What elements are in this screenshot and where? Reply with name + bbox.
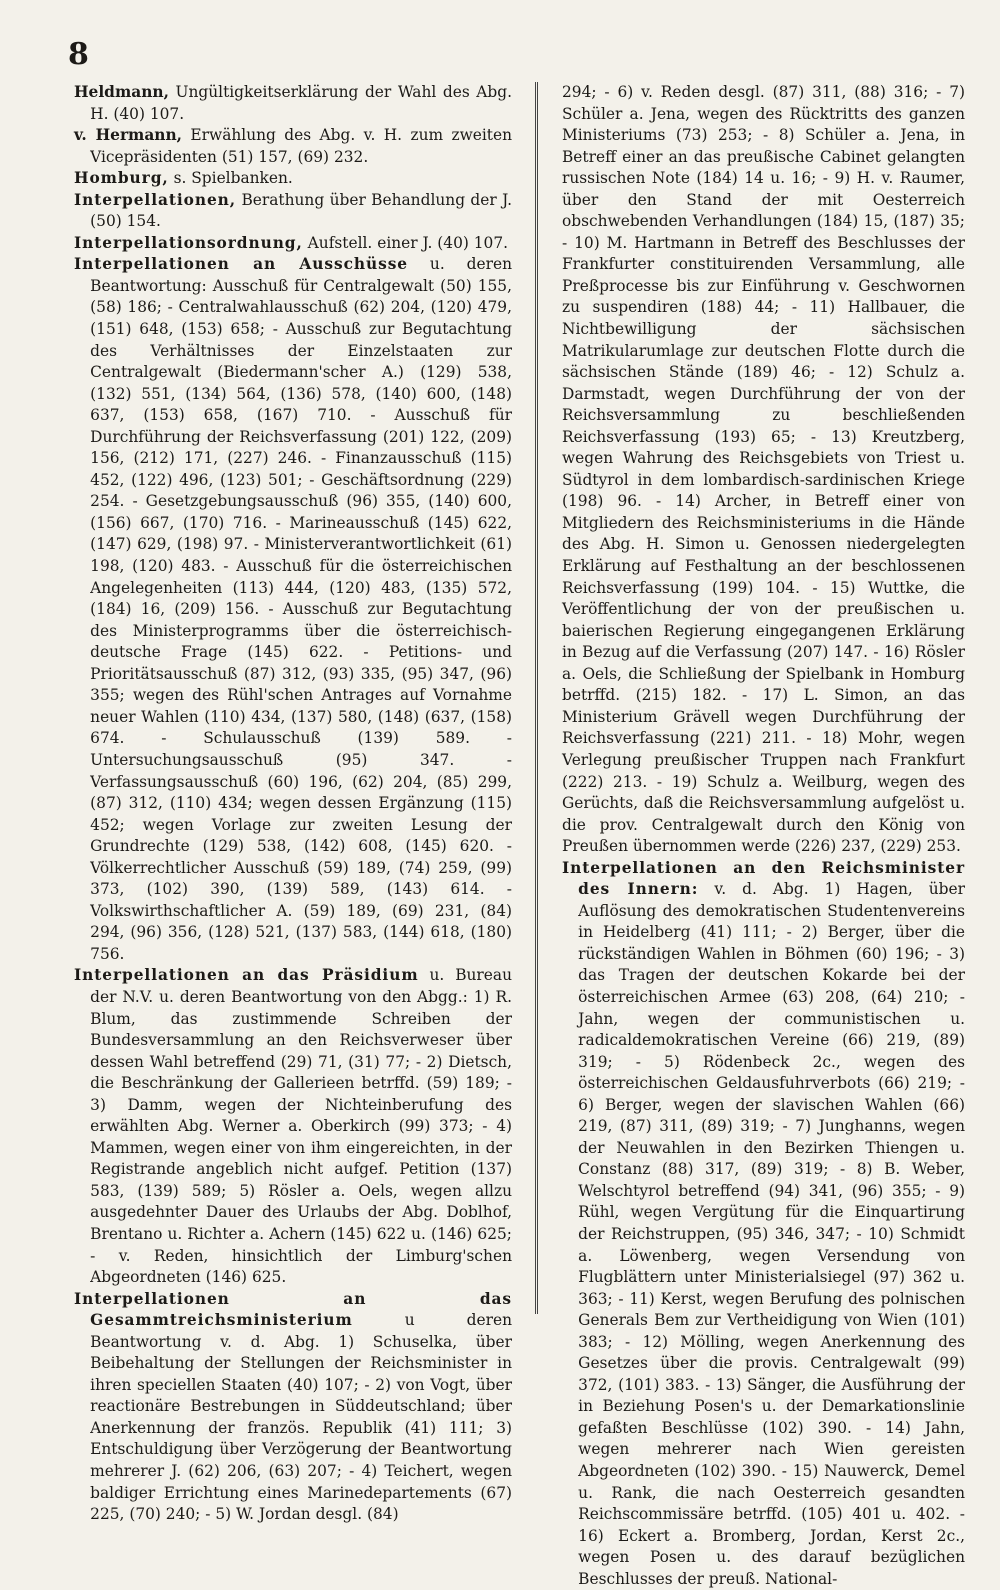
entry-head: v. Hermann, bbox=[74, 126, 183, 145]
index-entry-ausschuesse bbox=[74, 254, 512, 965]
page-number: 8 bbox=[68, 37, 89, 72]
index-entry-interpellationen bbox=[74, 190, 512, 233]
index-entry-praesidium bbox=[74, 965, 512, 1288]
left-column bbox=[74, 82, 512, 1526]
column-rule bbox=[535, 82, 538, 1314]
entry-text: s. Spielbanken. bbox=[168, 169, 293, 188]
entry-text: 294; - 6) v. Reden desgl. (87) 311, (88) 316; - 7) Schüler a. Jena, wegen des Rücktritts des ganzen Ministeriums (73) 253; - 8) Schüler a. Jena, in Betreff einer an das preußische Cabinet gelangten russischen Note (184) 14 u. 16; - 9) H. v. Raumer, über den Stand der mit Oesterreich obschwebenden Verhandlungen (184) 15, (187) 35; - 10) M. Hartmann in Betreff des Beschlusses der Frankfurter constituirenden Versammlung, alle Preßprocesse bis zur Einführung v. Geschwornen zu suspendiren (188) 44; - 11) Hallbauer, die Nichtbewilligung der sächsischen Matrikularumlage zur deutschen Flotte durch die sächsischen Stände (189) 46; - 12) Schulz a. Darmstadt, wegen Durchführung der von der Reichsversammlung zu beschließenden Reichsverfassung (193) 65; - 13) Kreutzberg, wegen Wahrung des Reichsgebiets von Triest u. Südtyrol in dem lombardisch-sardinischen Kriege (198) 96. - 14) Archer, in Betreff einer von Mitgliedern des Reichsministeriums in die Hände des Abg. H. Simon u. Genossen niedergelegten Erklärung auf Festhaltung an der beschlossenen Reichsverfassung (199) 104. - 15) Wuttke, die Veröffentlichung der von der preußischen u. baierischen Regierung eingegangenen Erklärung in Bezug auf die Verfassung (207) 147. - 16) Rösler a. Oels, die Schließung der Spielbank in Homburg betrffd. (215) 182. - 17) L. Simon, an das Ministerium Grävell wegen Durchführung der Reichsverfassung (221) 211. - 18) Mohr, wegen Verlegung preußischer Truppen nach Frankfurt (222) 213. - 19) Schulz a. Weilburg, wegen des Gerüchts, daß die Reichsversammlung aufgelöst u. die prov. Centralgewalt durch den König von Preußen übernommen werde (226) 237, (229) 253. bbox=[562, 83, 965, 856]
index-entry-heldmann bbox=[74, 82, 512, 125]
entry-text: v. d. Abg. 1) Hagen, über Auflösung des demokratischen Studentenvereins in Heidelberg (41) 111; - 2) Berger, über die rückständigen Wahlen in Böhmen (60) 196; - 3) das Tragen der deutschen Kokarde bei der österreichischen Armee (63) 208, (64) 210; - Jahn, wegen der communistischen u. radicaldemokratischen Vereine (66) 219, (89) 319; - 5) Rödenbeck 2c., wegen des österreichischen Geldausfuhrverbots (66) 219; - 6) Berger, wegen der slavischen Wahlen (66) 219, (87) 311, (89) 319; - 7) Junghanns, wegen der Neuwahlen in den Bezirken Thiengen u. Constanz (88) 317, (89) 319; - 8) B. Weber, Welschtyrol betreffend (94) 341, (96) 355; - 9) Rühl, wegen Vergütung für die Einquartirung der Reichstruppen, (95) 346, 347; - 10) Schmidt a. Löwenberg, wegen Versendung von Flugblättern unter Ministerialsiegel (97) 362 u. 363; - 11) Kerst, wegen Berufung des polnischen Generals Bem zur Vertheidigung von Wien (101) 383; - 12) Mölling, wegen Anerkennung des Gesetzes über die provis. Centralgewalt (99) 372, (101) 383. - 13) Sänger, die Ausführung der in Beziehung Posen's u. der Demarkationslinie gefaßten Beschlüsse (102) 390. - 14) Jahn, wegen mehrerer nach Wien gereisten Abgeordneten (102) 390. - 15) Nauwerck, Demel u. Rank, die nach Oesterreich gesandten Reichscommissäre betrffd. (105) 401 u. 402. - 16) Eckert a. Bromberg, Jordan, Kerst 2c., wegen Posen u. des darauf bezüglichen Beschlusses der preuß. National- bbox=[578, 880, 965, 1588]
index-entry-reichsminister-innern bbox=[562, 858, 965, 1590]
index-entry-homburg bbox=[74, 168, 512, 190]
index-entry-gesammtreichsministerium bbox=[74, 1289, 512, 1526]
entry-text: Berathung über Behandlung der J. (50) 154. bbox=[90, 190, 512, 231]
entry-text: Aufstell. einer J. (40) 107. bbox=[302, 233, 509, 252]
entry-text: u. deren Beantwortung: Ausschuß für Centralgewalt (50) 155, (58) 186; - Centralwahlausschuß (62) 204, (120) 479, (151) 648, (153) 658; - Ausschuß zur Begutachtung des Verhältnisses der Einzelstaaten zur Centralgewalt (Biedermann'scher A.) (129) 538, (132) 551, (134) 564, (136) 578, (140) 600, (148) 637, (153) 658, (167) 710. - Ausschuß für Durchführung der Reichsverfassung (201) 122, (209) 156, (212) 171, (227) 246. - Finanzausschuß (115) 452, (122) 496, (123) 501; - Geschäftsordnung (229) 254. - Gesetzgebungsausschuß (96) 355, (140) 600, (156) 667, (170) 716. - Marineausschuß (145) 622, (147) 629, (198) 97. - Ministerverantwortlichkeit (61) 198, (120) 483. - Ausschuß für die österreichischen Angelegenheiten (113) 444, (120) 483, (135) 572, (184) 16, (209) 156. - Ausschuß zur Begutachtung des Ministerprogramms über die österreichisch-deutsche Frage (145) 622. - Petitions- und Prioritätsausschuß (87) 312, (93) 335, (95) 347, (96) 355; wegen des Rühl'schen Antrages auf Vornahme neuer Wahlen (110) 434, (137) 580, (148) (637, (158) 674. - Schulausschuß (139) 589. - Untersuchungsausschuß (95) 347. - Verfassungsausschuß (60) 196, (62) 204, (85) 299, (87) 312, (110) 434; wegen dessen Ergänzung (115) 452; wegen Vorlage zur zweiten Lesung der Grundrechte (129) 538, (142) 608, (145) 620. - Völkerrechtlicher Ausschuß (59) 189, (74) 259, (99) 373, (102) 390, (139) 589, (143) 614. - Volkswirthschaftlicher A. (59) 189, (69) 231, (84) 294, (96) 356, (128) 521, (137) 583, (144) 618, (180) 756. bbox=[90, 255, 512, 963]
entry-text: Erwählung des Abg. v. H. zum zweiten Vicepräsidenten (51) 157, (69) 232. bbox=[90, 126, 512, 166]
entry-text: u deren Beantwortung v. d. Abg. 1) Schuselka, über Beibehaltung der Stellungen der Reichsminister in ihren speciellen Staaten (40) 107; - 2) von Vogt, über reactionäre Bestrebungen in Süddeutschland; über Anerkennung der französ. Republik (41) 111; 3) Entschuldigung über Verzögerung der Beantwortung mehrerer J. (62) 206, (63) 207; - 4) Teichert, wegen baldiger Errichtung eines Marinedepartements (67) 225, (70) 240; - 5) W. Jordan desgl. (84) bbox=[90, 1311, 512, 1524]
entry-head: Interpellationsordnung, bbox=[74, 233, 303, 252]
right-column bbox=[562, 82, 965, 1590]
entry-head: Interpellationen an Ausschüsse bbox=[74, 255, 408, 274]
index-entry-interpellationsordnung bbox=[74, 233, 512, 255]
entry-head: Interpellationen an den Reichsminister des Innern: bbox=[562, 858, 965, 899]
entry-head: Interpellationen an das Gesammtreichsministerium bbox=[74, 1289, 512, 1330]
index-entry-hermann bbox=[74, 125, 512, 168]
entry-head: Heldmann, bbox=[74, 83, 169, 101]
index-entry-continuation bbox=[562, 82, 965, 858]
entry-head: Homburg, bbox=[74, 169, 169, 188]
entry-head: Interpellationen an das Präsidium bbox=[74, 966, 419, 985]
entry-text: u. Bureau der N.V. u. deren Beantwortung von den Abgg.: 1) R. Blum, das zustimmende Schreiben der Bundesversammlung an den Reichsverweser über dessen Wahl betreffend (29) 71, (31) 77; - 2) Dietsch, die Beschränkung der Gallerieen betrffd. (59) 189; - 3) Damm, wegen der Nichteinberufung des erwählten Abg. Werner a. Oberkirch (99) 373; - 4) Mammen, wegen einer von ihm eingereichten, in der Registrande angeblich nicht aufgef. Petition (137) 583, (139) 589; 5) Rösler a. Oels, wegen allzu ausgedehnter Dauer des Urlaubs der Abg. Doblhof, Brentano u. Richter a. Achern (145) 622 u. (146) 625; - v. Reden, hinsichtlich der Limburg'schen Abgeordneten (146) 625. bbox=[90, 966, 512, 1287]
entry-text: Ungültigkeitserklärung der Wahl des Abg. H. (40) 107. bbox=[90, 83, 512, 123]
entry-head: Interpellationen, bbox=[74, 190, 237, 209]
